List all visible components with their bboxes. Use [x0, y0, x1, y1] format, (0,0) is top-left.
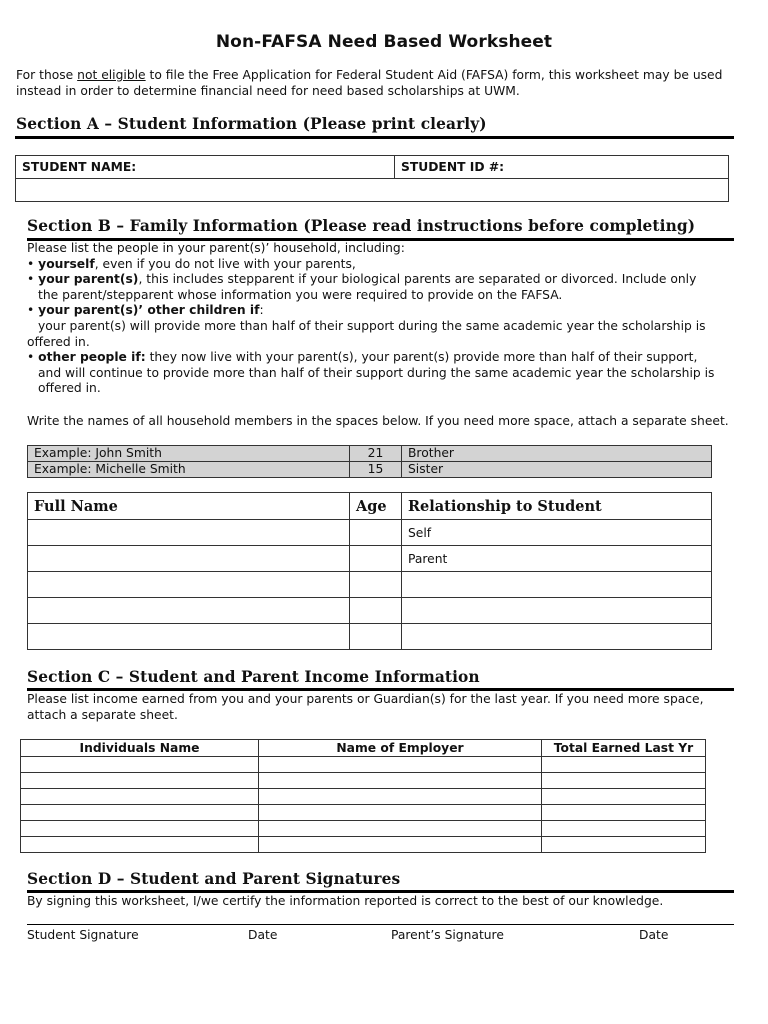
employer-field[interactable]	[259, 837, 542, 853]
individual-name-field[interactable]	[21, 789, 259, 805]
age-field[interactable]	[350, 572, 402, 598]
household-example-table	[27, 445, 712, 478]
household-instructions: Please list the people in your parent(s)’ household, including: • yourself, even if you do not live with your parents, • your parent(s), this includes stepparent if your biological parents are separated or divorced. Include only the parent/stepparent whose information you were required to provide on the FAFSA. • your parent(s)’ other children if: your parent(s) will provide more than half of their support during the same academic year the scholarship is offered in. • other people if: they now live with your parent(s), your parent(s) provide more than half of their support, and will continue to provide more than half of their support during the same academic year the scholarship is offered in.	[27, 241, 737, 397]
section-c-heading: Section C – Student and Parent Income Information	[27, 668, 480, 686]
income-table	[20, 739, 706, 853]
relationship-field[interactable]: Self	[402, 520, 712, 546]
age-field[interactable]	[350, 624, 402, 650]
section-d-heading: Section D – Student and Parent Signatures	[27, 870, 401, 888]
individuals-name-header: Individuals Name	[21, 740, 259, 757]
signature-line[interactable]	[27, 924, 734, 925]
bullet-parents: • your parent(s), this includes stepparent if your biological parents are separated or divorced. Include only	[27, 272, 697, 287]
table-row	[28, 546, 712, 572]
table-row	[28, 520, 712, 546]
page-title: Non-FAFSA Need Based Worksheet	[215, 32, 553, 52]
individual-name-field[interactable]	[21, 805, 259, 821]
student-info-entry-field[interactable]	[16, 179, 729, 202]
bullet-yourself: • yourself, even if you do not live with your parents,	[27, 256, 356, 271]
employer-field[interactable]	[259, 821, 542, 837]
income-instructions: Please list income earned from you and your parents or Guardian(s) for the last year. If you need more space, attach a separate sheet.	[27, 692, 704, 722]
employer-header: Name of Employer	[259, 740, 542, 757]
employer-field[interactable]	[259, 789, 542, 805]
example-row: Example: Michelle Smith 15 Sister	[28, 462, 712, 478]
household-members-table	[27, 492, 712, 650]
full-name-field[interactable]	[28, 572, 350, 598]
section-d-rule	[27, 890, 734, 893]
student-info-table	[15, 155, 729, 202]
table-row	[28, 598, 712, 624]
full-name-field[interactable]	[28, 598, 350, 624]
total-earned-field[interactable]	[542, 757, 706, 773]
total-earned-field[interactable]	[542, 789, 706, 805]
total-earned-field[interactable]	[542, 837, 706, 853]
individual-name-field[interactable]	[21, 773, 259, 789]
student-date-label: Date	[248, 928, 278, 942]
relationship-field[interactable]	[402, 624, 712, 650]
section-b-heading: Section B – Family Information (Please read instructions before completing)	[27, 217, 696, 235]
full-name-field[interactable]	[28, 520, 350, 546]
table-row	[21, 789, 706, 805]
parent-signature-label: Parent’s Signature	[391, 928, 504, 942]
parent-date-label: Date	[639, 928, 669, 942]
full-name-field[interactable]	[28, 624, 350, 650]
relationship-field[interactable]: Parent	[402, 546, 712, 572]
individual-name-field[interactable]	[21, 837, 259, 853]
student-id-label: STUDENT ID #:	[395, 156, 729, 179]
individual-name-field[interactable]	[21, 821, 259, 837]
relationship-header: Relationship to Student	[402, 493, 712, 520]
full-name-field[interactable]	[28, 546, 350, 572]
table-row	[21, 757, 706, 773]
age-header: Age	[350, 493, 402, 520]
table-row	[21, 837, 706, 853]
full-name-header: Full Name	[28, 493, 350, 520]
employer-field[interactable]	[259, 773, 542, 789]
certification-statement: By signing this worksheet, I/we certify the information reported is correct to the best of our knowledge.	[27, 894, 664, 908]
table-row	[21, 773, 706, 789]
total-earned-field[interactable]	[542, 805, 706, 821]
total-earned-header: Total Earned Last Yr	[542, 740, 706, 757]
intro-paragraph: For those not eligible to file the Free Application for Federal Student Aid (FAFSA) form, this worksheet may be used instead in order to determine financial need for need based scholarships at UWM.	[16, 68, 723, 98]
student-name-label: STUDENT NAME:	[16, 156, 395, 179]
relationship-field[interactable]	[402, 572, 712, 598]
total-earned-field[interactable]	[542, 773, 706, 789]
age-field[interactable]	[350, 598, 402, 624]
student-signature-label: Student Signature	[27, 928, 139, 942]
write-names-instructions: Write the names of all household members in the spaces below. If you need more space, attach a separate sheet.	[27, 414, 729, 428]
example-row: Example: John Smith 21 Brother	[28, 446, 712, 462]
section-a-heading: Section A – Student Information (Please print clearly)	[16, 115, 487, 133]
bullet-other-people: • other people if: they now live with your parent(s), your parent(s) provide more than half of their support,	[27, 350, 698, 365]
employer-field[interactable]	[259, 757, 542, 773]
employer-field[interactable]	[259, 805, 542, 821]
table-row	[28, 572, 712, 598]
age-field[interactable]	[350, 546, 402, 572]
table-row	[21, 821, 706, 837]
table-row	[21, 805, 706, 821]
total-earned-field[interactable]	[542, 821, 706, 837]
table-row	[28, 624, 712, 650]
section-a-rule	[15, 136, 734, 139]
individual-name-field[interactable]	[21, 757, 259, 773]
age-field[interactable]	[350, 520, 402, 546]
bullet-other-children: • your parent(s)’ other children if:	[27, 303, 264, 318]
relationship-field[interactable]	[402, 598, 712, 624]
not-eligible-emphasis: not eligible	[77, 68, 146, 82]
